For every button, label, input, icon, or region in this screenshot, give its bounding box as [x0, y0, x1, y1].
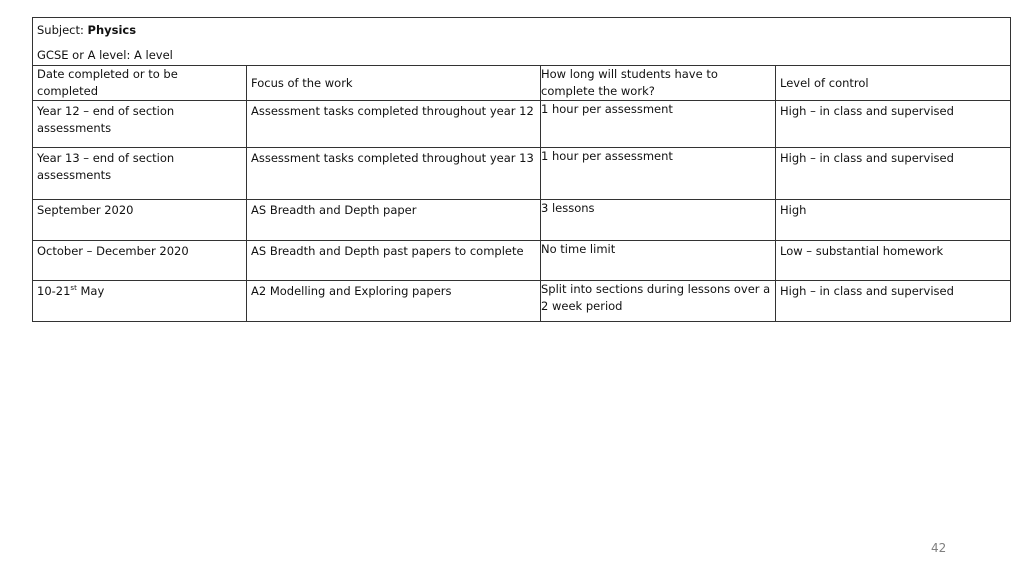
table-row: [33, 101, 1011, 148]
date-cell: October – December 2020: [33, 241, 247, 281]
control-cell: High – in class and supervised: [776, 281, 1011, 322]
focus-cell: AS Breadth and Depth past papers to complete: [247, 241, 541, 281]
date-cell: September 2020: [33, 200, 247, 241]
focus-cell: AS Breadth and Depth paper: [247, 200, 541, 241]
table-row: [33, 148, 1011, 200]
duration-cell: Split into sections during lessons over a 2 week period: [541, 281, 776, 322]
focus-cell: A2 Modelling and Exploring papers: [247, 281, 541, 322]
subject-value: Physics: [87, 23, 137, 37]
column-header-focus: Focus of the work: [247, 66, 541, 101]
date-ordinal: st: [70, 284, 77, 293]
duration-cell: 3 lessons: [541, 200, 776, 241]
duration-cell: No time limit: [541, 241, 776, 281]
date-cell: [33, 281, 247, 322]
table-row: [33, 281, 1011, 322]
column-header-row: [33, 66, 1011, 101]
subject-header-row: [33, 18, 1011, 66]
control-cell: High – in class and supervised: [776, 148, 1011, 200]
date-cell: Year 12 – end of section assessments: [33, 101, 247, 148]
duration-cell: 1 hour per assessment: [541, 101, 776, 148]
control-cell: Low – substantial homework: [776, 241, 1011, 281]
column-header-duration: How long will students have to complete the work?: [541, 66, 776, 101]
date-cell: Year 13 – end of section assessments: [33, 148, 247, 200]
focus-cell: Assessment tasks completed throughout year 13: [247, 148, 541, 200]
subject-label: Subject:: [37, 23, 88, 37]
assessment-plan-table: [32, 17, 1011, 322]
column-header-date: Date completed or to be completed: [33, 66, 247, 101]
control-cell: High – in class and supervised: [776, 101, 1011, 148]
table-row: [33, 200, 1011, 241]
control-cell: High: [776, 200, 1011, 241]
focus-cell: Assessment tasks completed throughout year 12: [247, 101, 541, 148]
date-suffix: May: [76, 284, 105, 298]
subject-header-cell: [33, 18, 1011, 66]
date-prefix: 10-21: [37, 284, 71, 298]
subject-line: [37, 18, 1006, 39]
page-number: 42: [931, 541, 947, 555]
level-line: GCSE or A level: A level: [37, 48, 173, 62]
table-row: [33, 241, 1011, 281]
duration-cell: 1 hour per assessment: [541, 148, 776, 200]
column-header-control: Level of control: [776, 66, 1011, 101]
